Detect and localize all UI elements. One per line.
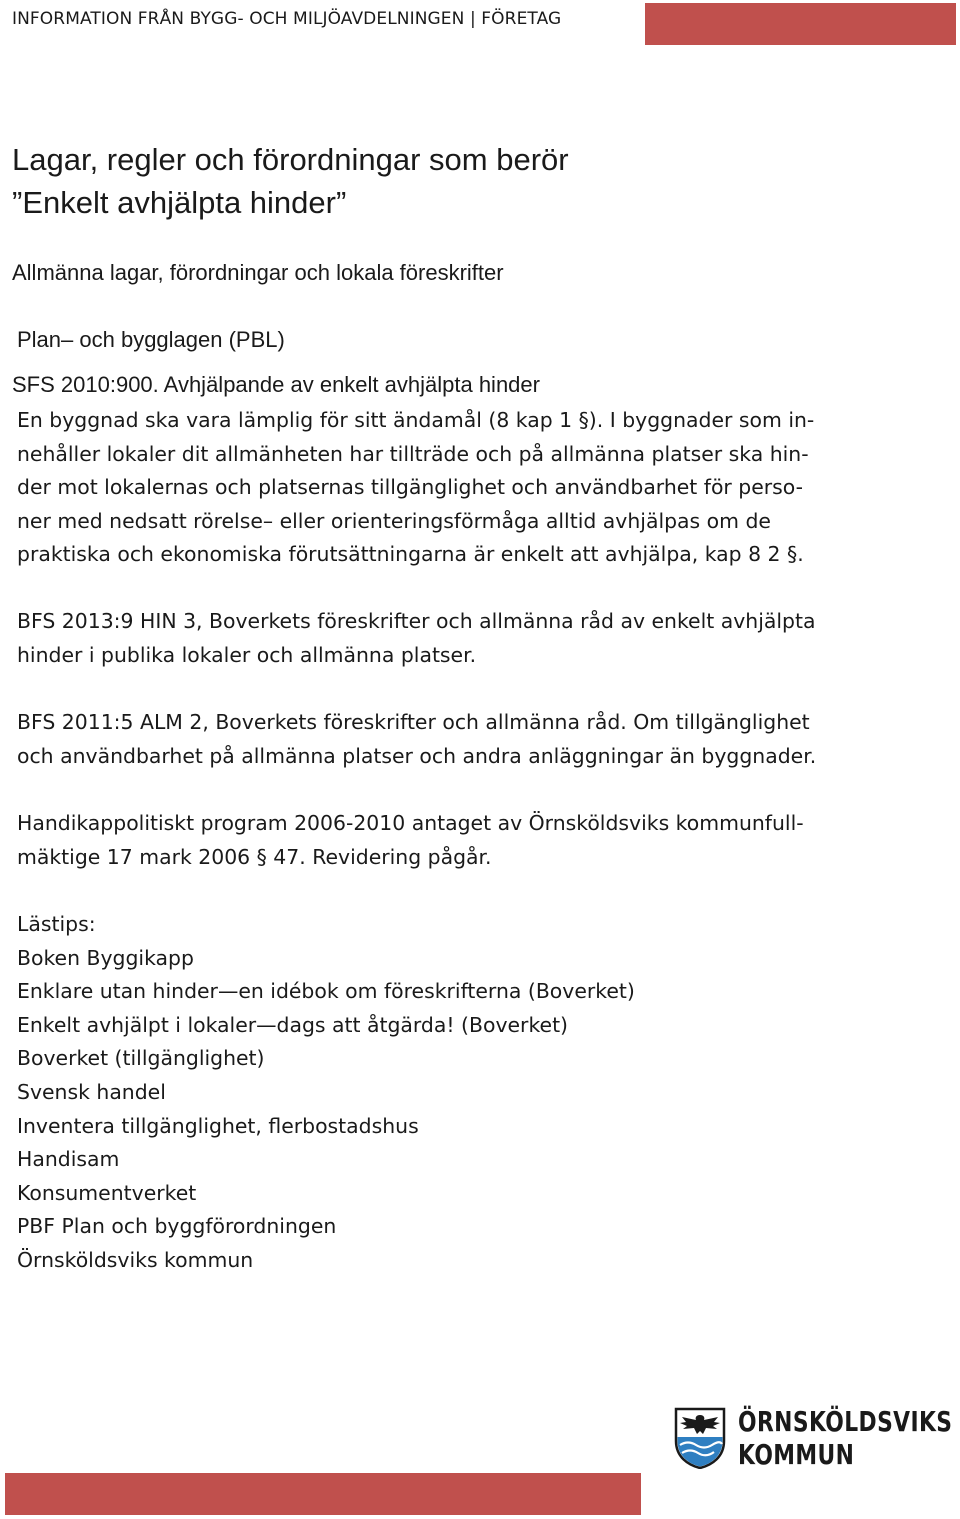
pbl-heading: Plan– och bygglagen (PBL) xyxy=(17,327,285,352)
reading-tip-link[interactable]: Konsumentverket xyxy=(17,1180,197,1205)
paragraph-pbl-requirements xyxy=(17,404,897,572)
paragraph-line: Handikappolitiskt program 2006-2010 antaget av Örnsköldsviks kommunfull- xyxy=(17,811,804,835)
page-title xyxy=(12,138,569,224)
header-accent-bar xyxy=(645,3,956,45)
reading-tip-link[interactable]: PBF Plan och byggförordningen xyxy=(17,1214,337,1239)
paragraph-line: hinder i publika lokaler och allmänna platser. xyxy=(17,642,477,667)
reading-tips xyxy=(17,908,897,1278)
paragraph-handikappolitiskt xyxy=(17,807,897,874)
reading-tip-link[interactable]: Enkelt avhjälpt i lokaler—dags att åtgärda! (Boverket) xyxy=(17,1012,569,1037)
reading-tip-link[interactable]: Boverket (tillgänglighet) xyxy=(17,1046,265,1071)
reading-tip-link[interactable]: Inventera tillgänglighet, flerbostadshus xyxy=(17,1113,419,1138)
paragraph-bfs-alm xyxy=(17,706,897,773)
paragraph-line: mäktige 17 mark 2006 § 47. Revidering pågår. xyxy=(17,844,492,869)
reading-tip-link[interactable]: Örnsköldsviks kommun xyxy=(17,1247,254,1272)
reading-tip-link[interactable]: Boken Byggikapp xyxy=(17,945,194,970)
reading-tip-link[interactable]: Handisam xyxy=(17,1147,120,1172)
paragraph-line: BFS 2011:5 ALM 2, Boverkets föreskrifter och allmänna råd. Om tillgänglighet xyxy=(17,710,810,734)
logo-line-2: KOMMUN xyxy=(738,1438,855,1471)
sfs-heading: SFS 2010:900. Avhjälpande av enkelt avhjälpta hinder xyxy=(12,372,540,397)
page-header xyxy=(0,0,960,46)
section-subtitle: Allmänna lagar, förordningar och lokala föreskrifter xyxy=(12,260,504,285)
footer-accent-bar xyxy=(5,1473,641,1515)
logo-wordmark xyxy=(738,1405,952,1471)
paragraph-line: praktiska och ekonomiska förutsättningarna är enkelt att avhjälpa, kap 8 2 §. xyxy=(17,542,804,567)
shield-eagle-icon xyxy=(674,1407,726,1469)
reading-tips-heading: Lästips: xyxy=(17,912,96,936)
paragraph-line: nehåller lokaler dit allmänheten har tillträde och på allmänna platser ska hin- xyxy=(17,441,809,466)
paragraph-line: och användbarhet på allmänna platser och andra anläggningar än byggnader. xyxy=(17,743,817,768)
municipality-logo xyxy=(670,1405,953,1473)
paragraph-line: ner med nedsatt rörelse– eller orienteringsförmåga alltid avhjälpas om de xyxy=(17,508,771,533)
header-text: INFORMATION FRÅN BYGG- OCH MILJÖAVDELNINGEN | FÖRETAG xyxy=(12,9,562,29)
paragraph-line: BFS 2013:9 HIN 3, Boverkets föreskrifter och allmänna råd av enkelt avhjälpta xyxy=(17,609,816,633)
paragraph-line: En byggnad ska vara lämplig för sitt ändamål (8 kap 1 §). I byggnader som in- xyxy=(17,408,815,432)
title-line-1: Lagar, regler och förordningar som berör xyxy=(12,142,569,177)
paragraph-line: der mot lokalernas och platsernas tillgänglighet och användbarhet för perso- xyxy=(17,475,804,500)
paragraph-bfs-hin xyxy=(17,605,897,672)
reading-tip-link[interactable]: Svensk handel xyxy=(17,1079,166,1104)
reading-tip-link[interactable]: Enklare utan hinder—en idébok om föreskrifterna (Boverket) xyxy=(17,979,635,1004)
title-line-2: ”Enkelt avhjälpta hinder” xyxy=(12,185,347,220)
logo-line-1: ÖRNSKÖLDSVIKS xyxy=(738,1405,953,1438)
